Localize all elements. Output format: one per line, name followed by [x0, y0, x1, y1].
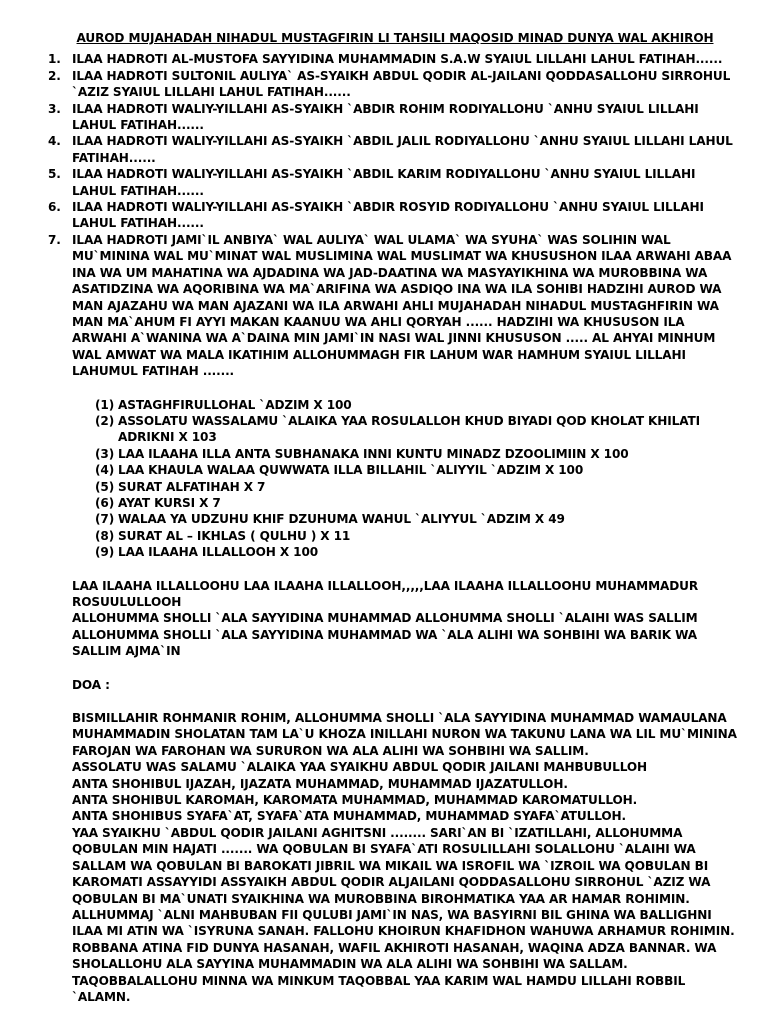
dzikir-item — [95, 544, 738, 560]
dzikir-item-number: (3) — [95, 446, 115, 461]
doa-line: ASSOLATU WAS SALAMU `ALAIKA YAA SYAIKHU ABDUL QODIR JAILANI MAHBUBULLOH — [72, 760, 648, 775]
list-item — [48, 232, 738, 380]
dzikir-item-number: (4) — [95, 463, 115, 478]
dzikir-item-text: WALAA YA UDZUHU KHIF DZUHUMA WAHUL `ALIYYUL `ADZIM X 49 — [118, 512, 565, 527]
dzikir-item-text: SURAT ALFATIHAH X 7 — [118, 479, 266, 494]
list-item-number: 4. — [48, 134, 61, 149]
closing-line: ALLOHUMMA SHOLLI `ALA SAYYIDINA MUHAMMAD ALLOHUMMA SHOLLI `ALAIHI WAS SALLIM — [72, 611, 698, 626]
list-item — [48, 133, 738, 166]
list-item — [48, 101, 738, 134]
doa-line: ANTA SHOHIBUS SYAFA`AT, SYAFA`ATA MUHAMMAD, MUHAMMAD SYAFA`ATULLOH. — [72, 809, 626, 824]
doa-line: ANTA SHOHIBUL IJAZAH, IJAZATA MUHAMMAD, MUHAMMAD IJAZATULLOH. — [72, 776, 568, 791]
dzikir-item-text: ASTAGHFIRULLOHAL `ADZIM X 100 — [118, 397, 352, 412]
list-item-text: ILAA HADROTI WALIY-YILLAHI AS-SYAIKH `ABDIR ROHIM RODIYALLOHU `ANHU SYAIUL LILLAHI LAHUL FATIHAH...... — [72, 101, 699, 133]
dzikir-item — [95, 446, 738, 462]
list-item-number: 7. — [48, 232, 61, 247]
dzikir-item-text: AYAT KURSI X 7 — [118, 495, 221, 510]
list-item — [48, 51, 738, 67]
spacer — [48, 561, 738, 578]
dzikir-item — [95, 462, 738, 478]
dzikir-item-number: (1) — [95, 397, 115, 412]
doa-line: TAQOBBALALLOHU MINNA WA MINKUM TAQOBBAL YAA KARIM WAL HAMDU LILLAHI ROBBIL `ALAMN. — [72, 973, 686, 1004]
dzikir-item-text: ASSOLATU WASSALAMU `ALAIKA YAA ROSULALLOH KHUD BIYADI QOD KHOLAT KHILATI ADRIKNI X 103 — [118, 413, 701, 445]
document-title: AUROD MUJAHADAH NIHADUL MUSTAGFIRIN LI TAHSILI MAQOSID MINAD DUNYA WAL AKHIROH — [76, 31, 714, 45]
dzikir-item-number: (9) — [95, 545, 115, 560]
doa-heading-block — [48, 677, 738, 693]
list-item — [48, 166, 738, 199]
dzikir-item — [95, 528, 738, 544]
list-item-text: ILAA HADROTI WALIY-YILLAHI AS-SYAIKH `ABDIL KARIM RODIYALLOHU `ANHU SYAIUL LILLAHI LAHUL FATIHAH...... — [72, 167, 696, 198]
doa-heading: DOA : — [72, 677, 110, 692]
list-item-number: 1. — [48, 52, 61, 67]
doa-line: ROBBANA ATINA FID DUNYA HASANAH, WAFIL AKHIROTI HASANAH, WAQINA ADZA BANNAR. WA SHOLALLOHU ALA SAYYINA MUHAMMADIN WA ALA ALIHI WA SOHBIHI WA SALLAM. — [72, 940, 717, 972]
list-item-text: ILAA HADROTI JAMI`IL ANBIYA` WAL AULIYA` WAL ULAMA` WA SYUHA` WAS SOLIHIN WAL MU`MININA WAL MU`MINAT WAL MUSLIMINA WAL MUSLIMAT WA KHUSUSHON ILAA ARWAHI ABAA INA WA UM MAHATINA WA AJDADINA WA JAD-DAATINA WA MASYAYIKHINA WA MUROBBINA WA ASATIDZINA WA AQORIBINA WA MA`ARIFINA WA ASDIQO INA WA ILA SOHIBI HADZIHI AUROD WA MAN AJAZAHU WA MAN AJAZANI WA ILA ARWAHI AHLI MUJAHADAH NIHADUL MUSTAGHFIRIN WA MAN MA`AHUM FI AYYI MAKAN KAANUU WA AHLI QORYAH ...... HADZIHI WA KHUSUSON ILA ARWAHI A`WANINA WA A`DAINA MIN JAMI`IN NASI WAL JINNI KHUSUSON ..... AL AHYAI MINHUM WAL AMWAT WA MALA IKATIHIM ALLOHUMMAGH FIR LAHUM WAR HAMHUM SYAIUL LILLAHI LAHUMUL FATIHAH ....... — [72, 232, 732, 379]
dzikir-item-text: LAA ILAAHA ILLALLOOH X 100 — [118, 545, 319, 560]
closing-line: ALLOHUMMA SHOLLI `ALA SAYYIDINA MUHAMMAD WA `ALA ALIHI WA SOHBIHI WA BARIK WA SALLIM AJMA`IN — [72, 627, 698, 659]
doa-line: ANTA SHOHIBUL KAROMAH, KAROMATA MUHAMMAD, MUHAMMAD KAROMATULLOH. — [72, 793, 638, 808]
spacer — [48, 660, 738, 677]
list-item-number: 6. — [48, 200, 61, 215]
doa-line: BISMILLAHIR ROHMANIR ROHIM, ALLOHUMMA SHOLLI `ALA SAYYIDINA MUHAMMAD WAMAULANA MUHAMMADIN SHOLATAN TAM LA`U KHOZA INILLAHI NURON WA TAKUNU LANA WA LIL MU`MININA FAROJAN WA FAROHAN WA SURURON WA ALA ALIHI WA SOHBIHI WA SALLIM. — [72, 711, 737, 758]
spacer — [48, 380, 738, 397]
doa-line: YAA SYAIKHU `ABDUL QODIR JAILANI AGHITSNI ........ SARI`AN BI `IZATILLAHI, ALLOHUMMA QOBULAN MIN HAJATI ....... WA QOBULAN BI SYAFA`ATI ROSULILLAHI SOLALLOHU `ALAIHI WA SALLAM WA QOBULAN BI BAROKATI JIBRIL WA MIKAIL WA ISROFIL WA `IZROIL WA QOBULAN BI KAROMATI ASSAYYIDI ASSYAIKH ABDUL QODIR ALJAILANI QODDASALLOHU SIRROHUL `AZIZ WA QOBULAN BI MA`UNATI SYAIKHINA WA MUROBBINA BIROHMATIKA YAA AR HAMAR ROHIMIN. — [72, 825, 711, 906]
dzikir-item-text: SURAT AL – IKHLAS ( QULHU ) X 11 — [118, 528, 351, 543]
closing-tahlil-block — [48, 578, 738, 660]
list-item-number: 2. — [48, 68, 61, 83]
dzikir-item-number: (2) — [95, 413, 115, 428]
closing-line: LAA ILAAHA ILLALLOOHU LAA ILAAHA ILLALLOOH,,,,,LAA ILAAHA ILLALLOOHU MUHAMMADUR ROSUULULLOOH — [72, 578, 699, 609]
list-item — [48, 199, 738, 232]
dzikir-list — [48, 397, 738, 561]
dzikir-item — [95, 495, 738, 511]
list-item-text: ILAA HADROTI WALIY-YILLAHI AS-SYAIKH `ABDIL JALIL RODIYALLOHU `ANHU SYAIUL LILLAHI LAHUL FATIHAH...... — [72, 134, 733, 165]
list-item-text: ILAA HADROTI WALIY-YILLAHI AS-SYAIKH `ABDIR ROSYID RODIYALLOHU `ANHU SYAIUL LILLAHI LAHUL FATIHAH...... — [72, 200, 704, 231]
dzikir-item-text: LAA ILAAHA ILLA ANTA SUBHANAKA INNI KUNTU MINADZ DZOOLIMIIN X 100 — [118, 446, 629, 461]
list-item-number: 3. — [48, 101, 61, 116]
dzikir-item — [95, 413, 738, 446]
dzikir-item — [95, 479, 738, 495]
list-item-text: ILAA HADROTI SULTONIL AULIYA` AS-SYAIKH ABDUL QODIR AL-JAILANI QODDASALLOHU SIRROHUL `AZIZ SYAIUL LILLAHI LAHUL FATIHAH...... — [72, 68, 731, 100]
dzikir-item-number: (7) — [95, 512, 115, 527]
tawassul-list — [48, 51, 738, 379]
list-item-number: 5. — [48, 167, 61, 182]
list-item-text: ILAA HADROTI AL-MUSTOFA SAYYIDINA MUHAMMADIN S.A.W SYAIUL LILLAHI LAHUL FATIHAH...... — [72, 52, 723, 67]
doa-block — [48, 710, 738, 1005]
dzikir-item — [95, 511, 738, 527]
dzikir-item-number: (5) — [95, 479, 115, 494]
dzikir-item-text: LAA KHAULA WALAA QUWWATA ILLA BILLAHIL `ALIYYIL `ADZIM X 100 — [118, 463, 584, 478]
spacer — [48, 693, 738, 710]
dzikir-item-number: (8) — [95, 528, 115, 543]
dzikir-item-number: (6) — [95, 495, 115, 510]
dzikir-item — [95, 397, 738, 413]
list-item — [48, 68, 738, 101]
doa-line: ALLHUMMAJ `ALNI MAHBUBAN FII QULUBI JAMI`IN NAS, WA BASYIRNI BIL GHINA WA BALLIGHNI ILAA MI ATIN WA `ISYRUNA SANAH. FALLOHU KHOIRUN KHAFIDHON WAHUWA ARHAMUR ROHIMIN. — [72, 907, 735, 939]
